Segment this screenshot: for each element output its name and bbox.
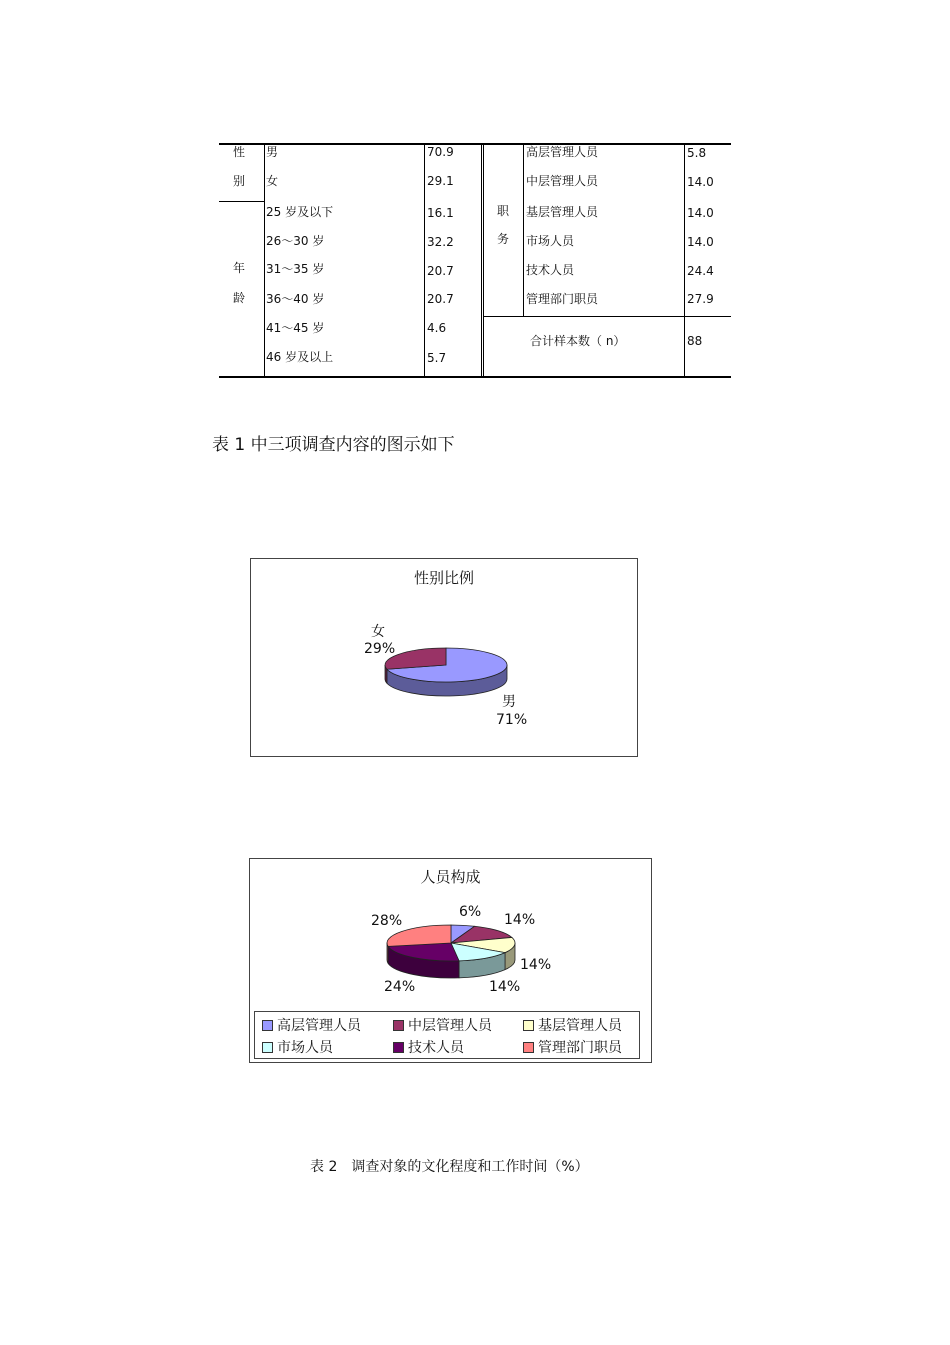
age-item: 41～45 岁 xyxy=(266,321,325,335)
age-value: 5.7 xyxy=(427,351,447,365)
legend-swatch xyxy=(262,1020,273,1031)
table-2-caption: 表 2 调查对象的文化程度和工作时间（%） xyxy=(310,1159,589,1175)
age-item: 25 岁及以下 xyxy=(266,205,334,219)
slice-label-male-pct: 71% xyxy=(496,712,528,728)
slice-pct-label: 24% xyxy=(384,979,416,995)
position-value: 14.0 xyxy=(687,175,714,189)
slice-pct-label: 28% xyxy=(371,913,403,929)
position-value: 24.4 xyxy=(687,264,714,278)
table-col-line xyxy=(264,145,265,376)
age-item: 26～30 岁 xyxy=(266,234,325,248)
slice-label-female-pct: 29% xyxy=(364,641,396,657)
slice-label-female-name: 女 xyxy=(371,624,385,640)
total-value: 88 xyxy=(687,334,703,348)
position-value: 14.0 xyxy=(687,206,714,220)
legend-label: 市场人员 xyxy=(277,1040,333,1056)
age-value: 32.2 xyxy=(427,235,454,249)
table-bottom-rule xyxy=(219,376,731,378)
table-top-rule xyxy=(219,143,731,145)
legend-item xyxy=(262,1015,361,1035)
position-item: 中层管理人员 xyxy=(526,174,599,188)
staff-chart xyxy=(249,858,652,1063)
position-item: 基层管理人员 xyxy=(526,205,599,219)
legend-label: 中层管理人员 xyxy=(408,1018,492,1034)
position-value: 27.9 xyxy=(687,292,714,306)
chart-title: 性别比例 xyxy=(413,569,474,587)
position-value: 14.0 xyxy=(687,235,714,249)
staff-pie-svg xyxy=(250,859,651,999)
group-label-gender-b: 别 xyxy=(233,174,246,188)
legend-item xyxy=(523,1015,622,1035)
age-item: 46 岁及以上 xyxy=(266,350,334,364)
table-col-line xyxy=(523,145,524,316)
legend-item xyxy=(262,1037,333,1057)
legend-item xyxy=(393,1015,492,1035)
table-col-line xyxy=(483,145,484,376)
position-item: 市场人员 xyxy=(526,234,575,248)
gender-value: 70.9 xyxy=(427,145,454,159)
table-total-divider xyxy=(483,316,731,317)
position-item: 高层管理人员 xyxy=(526,145,599,159)
chart-title: 人员构成 xyxy=(420,868,481,886)
legend-label: 管理部门职员 xyxy=(538,1040,622,1056)
legend-swatch xyxy=(262,1042,273,1053)
position-item: 管理部门职员 xyxy=(526,292,599,306)
slice-pct-label: 6% xyxy=(459,904,482,920)
chart-legend xyxy=(254,1011,640,1059)
legend-item xyxy=(523,1037,622,1057)
legend-swatch xyxy=(393,1020,404,1031)
position-item: 技术人员 xyxy=(526,263,575,277)
table-col-line xyxy=(481,145,482,376)
gender-chart xyxy=(250,558,638,757)
table-gender-age-divider xyxy=(219,201,264,202)
group-label-gender-a: 性 xyxy=(233,145,246,159)
table-col-line xyxy=(684,145,685,376)
table-col-line xyxy=(424,145,425,376)
slice-pct-label: 14% xyxy=(489,979,521,995)
gender-value: 29.1 xyxy=(427,174,454,188)
slice-pct-label: 14% xyxy=(504,912,536,928)
legend-item xyxy=(393,1037,464,1057)
legend-label: 技术人员 xyxy=(408,1040,464,1056)
age-value: 20.7 xyxy=(427,264,454,278)
legend-swatch xyxy=(393,1042,404,1053)
age-value: 16.1 xyxy=(427,206,454,220)
group-label-age-b: 龄 xyxy=(233,291,246,305)
position-value: 5.8 xyxy=(687,146,707,160)
age-item: 36～40 岁 xyxy=(266,292,325,306)
legend-label: 高层管理人员 xyxy=(277,1018,361,1034)
group-label-position-a: 职 xyxy=(497,204,510,218)
gender-pie-svg xyxy=(251,559,637,756)
gender-item: 男 xyxy=(266,145,279,159)
slice-pct-label: 14% xyxy=(520,957,552,973)
slice-label-male-name: 男 xyxy=(502,694,516,710)
legend-label: 基层管理人员 xyxy=(538,1018,622,1034)
gender-item: 女 xyxy=(266,174,279,188)
group-label-position-b: 务 xyxy=(497,232,510,246)
legend-swatch xyxy=(523,1020,534,1031)
legend-swatch xyxy=(523,1042,534,1053)
total-label: 合计样本数（ n） xyxy=(530,334,626,348)
age-item: 31～35 岁 xyxy=(266,262,325,276)
age-value: 20.7 xyxy=(427,292,454,306)
intro-paragraph: 表 1 中三项调查内容的图示如下 xyxy=(212,435,455,455)
group-label-age-a: 年 xyxy=(233,261,246,275)
age-value: 4.6 xyxy=(427,321,447,335)
